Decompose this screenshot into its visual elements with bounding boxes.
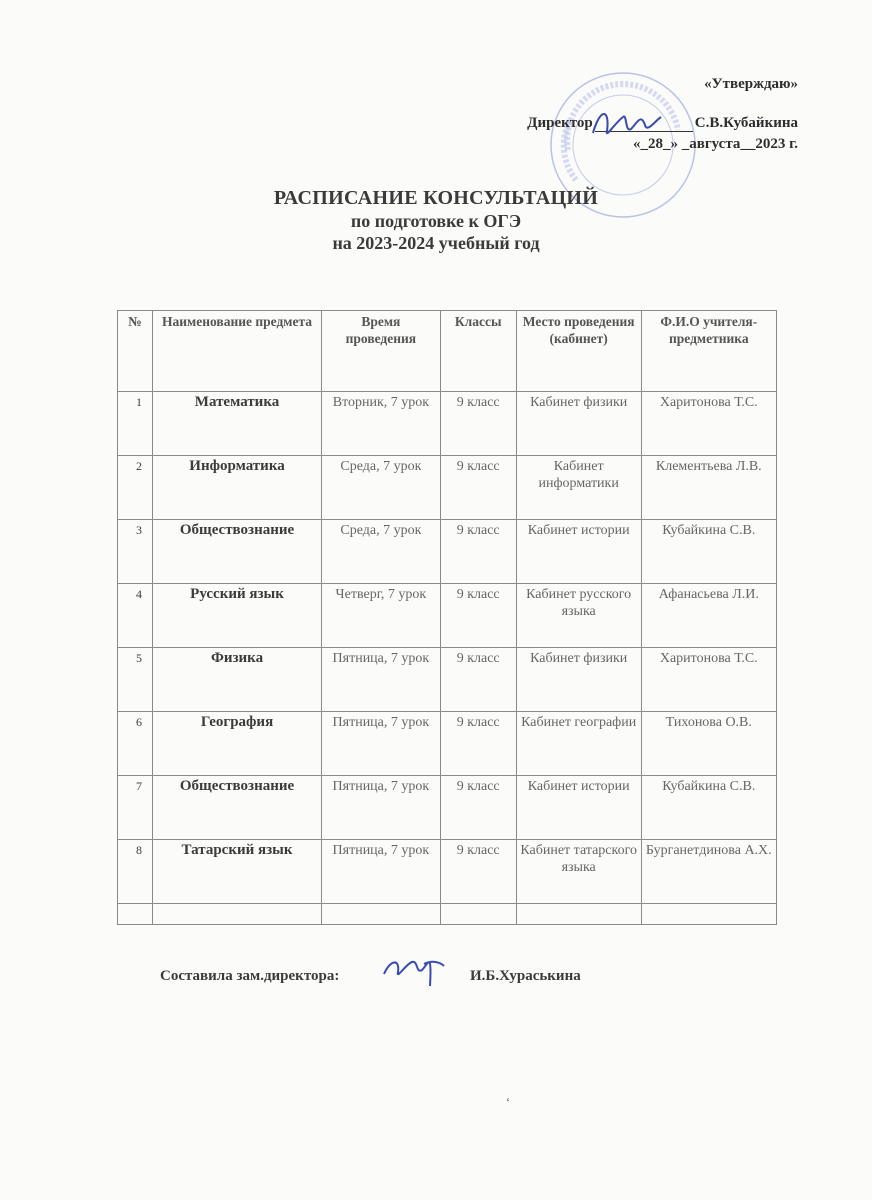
row-grade: 9 класс <box>440 648 516 712</box>
approval-title: «Утверждаю» <box>704 76 798 92</box>
empty-cell <box>118 904 153 925</box>
header-subject: Наименование предмета <box>152 311 321 392</box>
compiled-by <box>160 968 581 985</box>
row-teacher: Афанасьева Л.И. <box>641 584 776 648</box>
row-subject: География <box>152 712 321 776</box>
row-teacher: Бурганетдинова А.Х. <box>641 840 776 904</box>
row-grade: 9 класс <box>440 392 516 456</box>
row-time: Среда, 7 урок <box>322 456 440 520</box>
table-row <box>118 520 777 584</box>
header-grade: Классы <box>440 311 516 392</box>
row-teacher: Тихонова О.В. <box>641 712 776 776</box>
table-row <box>118 392 777 456</box>
row-time: Четверг, 7 урок <box>322 584 440 648</box>
row-room: Кабинет географии <box>516 712 641 776</box>
row-subject: Информатика <box>152 456 321 520</box>
row-teacher: Харитонова Т.С. <box>641 392 776 456</box>
row-time: Пятница, 7 урок <box>322 712 440 776</box>
page-mark: ‘ <box>506 1095 510 1109</box>
row-num: 4 <box>118 584 153 648</box>
heading-title: РАСПИСАНИЕ КОНСУЛЬТАЦИЙ <box>273 187 599 209</box>
row-subject: Обществознание <box>152 520 321 584</box>
row-teacher: Клементьева Л.В. <box>641 456 776 520</box>
empty-cell <box>516 904 641 925</box>
table-row <box>118 648 777 712</box>
row-num: 8 <box>118 840 153 904</box>
empty-cell <box>641 904 776 925</box>
heading-year: на 2023-2024 учебный год <box>332 233 540 253</box>
row-subject: Физика <box>152 648 321 712</box>
schedule-table <box>117 310 777 925</box>
row-grade: 9 класс <box>440 712 516 776</box>
row-room: Кабинет татарского языка <box>516 840 641 904</box>
row-grade: 9 класс <box>440 840 516 904</box>
row-grade: 9 класс <box>440 584 516 648</box>
empty-cell <box>152 904 321 925</box>
row-subject: Обществознание <box>152 776 321 840</box>
row-time: Пятница, 7 урок <box>322 648 440 712</box>
header-teacher: Ф.И.О учителя-предметника <box>641 311 776 392</box>
table-row <box>118 584 777 648</box>
row-grade: 9 класс <box>440 520 516 584</box>
row-room: Кабинет физики <box>516 392 641 456</box>
header-num: № <box>118 311 153 392</box>
heading-subtitle: по подготовке к ОГЭ <box>350 211 522 231</box>
director-signature <box>585 103 665 143</box>
row-time: Пятница, 7 урок <box>322 840 440 904</box>
table-row <box>118 712 777 776</box>
table-row-empty <box>118 904 777 925</box>
table-row <box>118 776 777 840</box>
row-room: Кабинет истории <box>516 776 641 840</box>
row-room: Кабинет информатики <box>516 456 641 520</box>
table-row <box>118 840 777 904</box>
row-time: Среда, 7 урок <box>322 520 440 584</box>
row-time: Вторник, 7 урок <box>322 392 440 456</box>
compiled-name: И.Б.Хураськина <box>470 968 581 984</box>
row-subject: Татарский язык <box>152 840 321 904</box>
row-num: 3 <box>118 520 153 584</box>
row-subject: Русский язык <box>152 584 321 648</box>
row-room: Кабинет физики <box>516 648 641 712</box>
approval-date: «_28_» _августа__2023 г. <box>632 136 798 152</box>
row-teacher: Харитонова Т.С. <box>641 648 776 712</box>
row-subject: Математика <box>152 392 321 456</box>
header-room: Место проведения (кабинет) <box>516 311 641 392</box>
document-heading <box>0 186 872 254</box>
table-header-row <box>118 311 777 392</box>
row-num: 7 <box>118 776 153 840</box>
director-label: Директор <box>527 115 593 131</box>
header-time: Время проведения <box>322 311 440 392</box>
row-room: Кабинет русского языка <box>516 584 641 648</box>
row-teacher: Кубайкина С.В. <box>641 776 776 840</box>
row-room: Кабинет истории <box>516 520 641 584</box>
row-teacher: Кубайкина С.В. <box>641 520 776 584</box>
row-num: 6 <box>118 712 153 776</box>
row-grade: 9 класс <box>440 776 516 840</box>
row-num: 1 <box>118 392 153 456</box>
compiled-label: Составила зам.директора: <box>160 968 340 984</box>
empty-cell <box>440 904 516 925</box>
deputy-signature <box>378 940 448 990</box>
row-num: 2 <box>118 456 153 520</box>
row-time: Пятница, 7 урок <box>322 776 440 840</box>
row-grade: 9 класс <box>440 456 516 520</box>
row-num: 5 <box>118 648 153 712</box>
table-row <box>118 456 777 520</box>
empty-cell <box>322 904 440 925</box>
director-name: С.В.Кубайкина <box>694 115 798 131</box>
